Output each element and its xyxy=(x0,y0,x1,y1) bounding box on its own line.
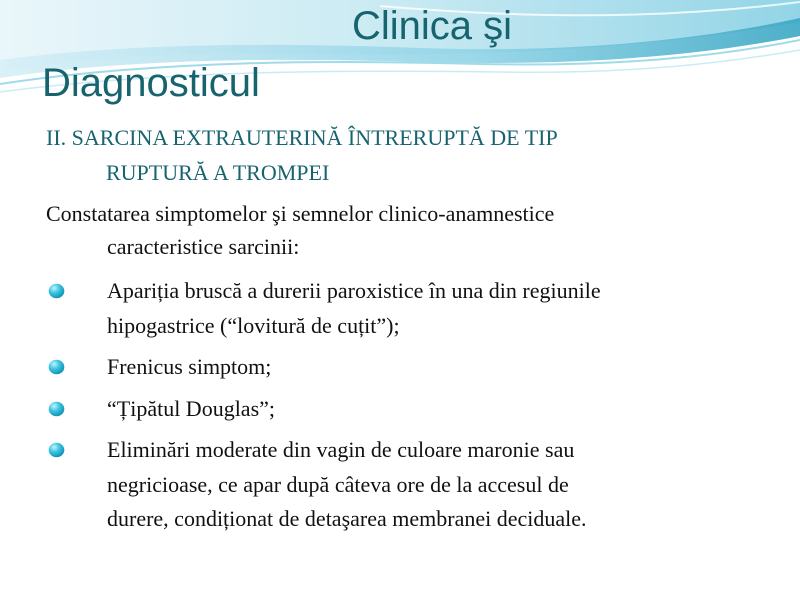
list-item-line: Eliminări moderate din vagin de culoare maronie sau xyxy=(107,437,575,462)
teal-sphere-bullet-icon xyxy=(48,442,65,458)
list-item-line: hipogastrice (“lovitură de cuțit”); xyxy=(107,312,400,338)
teal-sphere-bullet-icon xyxy=(48,401,65,417)
section-subtitle-line-1: II. SARCINA EXTRAUTERINĂ ÎNTRERUPTĂ DE TIP xyxy=(46,125,558,150)
intro-line-2: caracteristice sarcinii: xyxy=(107,234,300,259)
intro-paragraph xyxy=(46,197,776,263)
section-subtitle xyxy=(46,120,766,190)
list-item-line: durere, condiționat de detaşarea membranei deciduale. xyxy=(107,506,587,531)
symptom-list xyxy=(0,274,800,544)
section-subtitle-line-2: RUPTURĂ A TROMPEI xyxy=(106,160,330,185)
list-item-line: Frenicus simptom; xyxy=(107,354,272,379)
list-item xyxy=(0,433,767,537)
list-item xyxy=(0,350,767,385)
teal-sphere-bullet-icon xyxy=(48,283,65,299)
list-item xyxy=(0,392,767,427)
list-item-line: negricioase, ce apar după câteva ore de la accesul de xyxy=(107,471,569,497)
list-item xyxy=(0,274,767,343)
slide-title-line-2: Diagnosticul xyxy=(42,61,260,105)
slide-title-line-1: Clinica şi xyxy=(352,4,513,48)
list-item-line: Apariția bruscă a durerii paroxistice în una din regiunile xyxy=(107,278,601,303)
intro-line-1: Constatarea simptomelor şi semnelor clinico-anamnestice xyxy=(46,201,555,226)
list-item-line: “Țipătul Douglas”; xyxy=(107,395,276,421)
teal-sphere-bullet-icon xyxy=(48,359,65,375)
